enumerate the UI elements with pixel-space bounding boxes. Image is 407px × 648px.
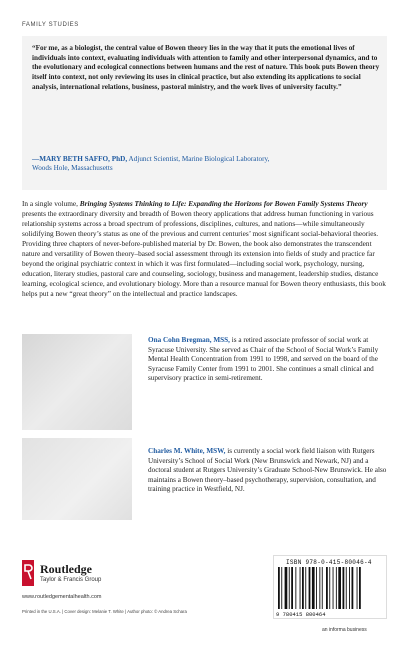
barcode-bar [333,567,334,609]
book-description [22,199,386,299]
endorsement-quote: “For me, as a biologist, the central value of Bowen theory lies in the way that it puts the emotional lives of individuals into context, evaluating individuals with attention to family and other interpersonal dynamics, and to the evolutionary and ecological connections between humans and the rest of nature. This book puts Bowen theory itself into context, not only reviewing its uses in clinical practice, but also extending its applications to social analysis, international relations, business, pastoral ministry, and the work lives of university faculty.” [32,44,380,91]
barcode-bar [326,567,328,609]
informa-tagline: an informa business [322,627,367,633]
endorser-location: Woods Hole, Massachusetts [32,164,113,172]
barcode-bar [278,567,280,609]
barcode-bar [346,567,347,609]
description-intro: In a single volume, [22,199,78,208]
category-label: FAMILY STUDIES [22,22,79,28]
author-bio-text: is currently a social work field liaison with Rutgers University’s School of Social Work (New Brunswick and Newark, NJ) and a doctoral student at Rutgers University’s Graduate School-New Brunswick. He also maintains a Bowen theory–based psychotherapy, supervision, consultation, and training practice in Westfield, NJ. [148,447,387,494]
author-bio-text: is a retired associate professor of social work at Syracuse University. She served as Chair of the School of Social Work’s Family Mental Health Concentration from 1991 to 1998, and served on the board of the Syracuse Family Center from 1991 to 2001. She continues a small clinical and supervisory practice in semi-retirement. [148,336,379,383]
barcode-bar [336,567,337,609]
barcode-bar [349,567,350,609]
isbn: ISBN 978-0-415-80046-4 [286,559,372,566]
barcode-icon [276,567,384,611]
routledge-logo-icon [22,560,34,586]
barcode-bar [285,567,288,609]
publisher-subname: Taylor & Francis Group [40,577,102,583]
barcode-bar [322,567,323,609]
barcode-bar [289,567,290,609]
endorsement-attribution [32,155,387,164]
barcode-bar [338,567,341,609]
publisher-name: Routledge [40,562,92,576]
barcode-bar [312,567,315,609]
barcode-bar [359,567,361,609]
author-bio-bregman [148,336,388,384]
barcode-bar [295,567,296,609]
author-name: Ona Cohn Bregman, MSS, [148,336,230,344]
endorser-name: —MARY BETH SAFFO, PhD, [32,155,128,163]
endorser-role: Adjunct Scientist, Marine Biological Laboratory, [128,155,270,163]
description-body: presents the extraordinary diversity and breadth of Bowen theory applications that address human functioning in various relationship systems across a broad spectrum of professions, disciplines, cultures, and nations—while simultaneously solidifying Bowen theory’s status as one of the previous and current centuries’ most significant social-behavioral theories. Providing three chapters of never-before-published material by Dr. Bowen, the book also demonstrates the transcendent nature and versatility of Bowen theory–based social assessment through its extension into fields of study and practice far beyond the original psychiatric context in which it was first formulated—including social work, psychology, nursing, education, literary studies, pastoral care and counseling, sociology, business and management, leadership studies, distance learning, ecological science, and evolutionary biology. More than a resource manual for Bowen theory enthusiasts, this book helps put a new “great theory” on the intellectual and practice landscapes. [22,209,386,298]
barcode-bar [316,567,317,609]
author-photo-bregman [22,334,132,430]
barcode-bar [357,567,358,609]
barcode-bar [291,567,293,609]
publisher-logo [22,560,182,592]
author-photo-white [22,438,132,520]
barcode-bar [305,567,306,609]
barcode-bar [319,567,320,609]
barcode-bar [352,567,354,609]
printing-credits: Printed in the U.S.A. | Cover design: Melanie T. White | Author photo: © Andrea Schara [22,609,187,614]
barcode-bar [329,567,330,609]
barcode-number: 9 780415 800464 [276,611,326,618]
author-bio-white [148,447,388,495]
barcode-bar [300,567,301,609]
book-title: Bringing Systems Thinking to Life: Expanding the Horizons for Bowen Family Systems Theory [79,199,368,208]
author-name: Charles M. White, MSW, [148,447,226,455]
barcode-bar [343,567,345,609]
barcode-bar [281,567,282,609]
barcode-bar [302,567,304,609]
barcode-bar [309,567,311,609]
publisher-url: www.routledgementalhealth.com [22,594,102,600]
